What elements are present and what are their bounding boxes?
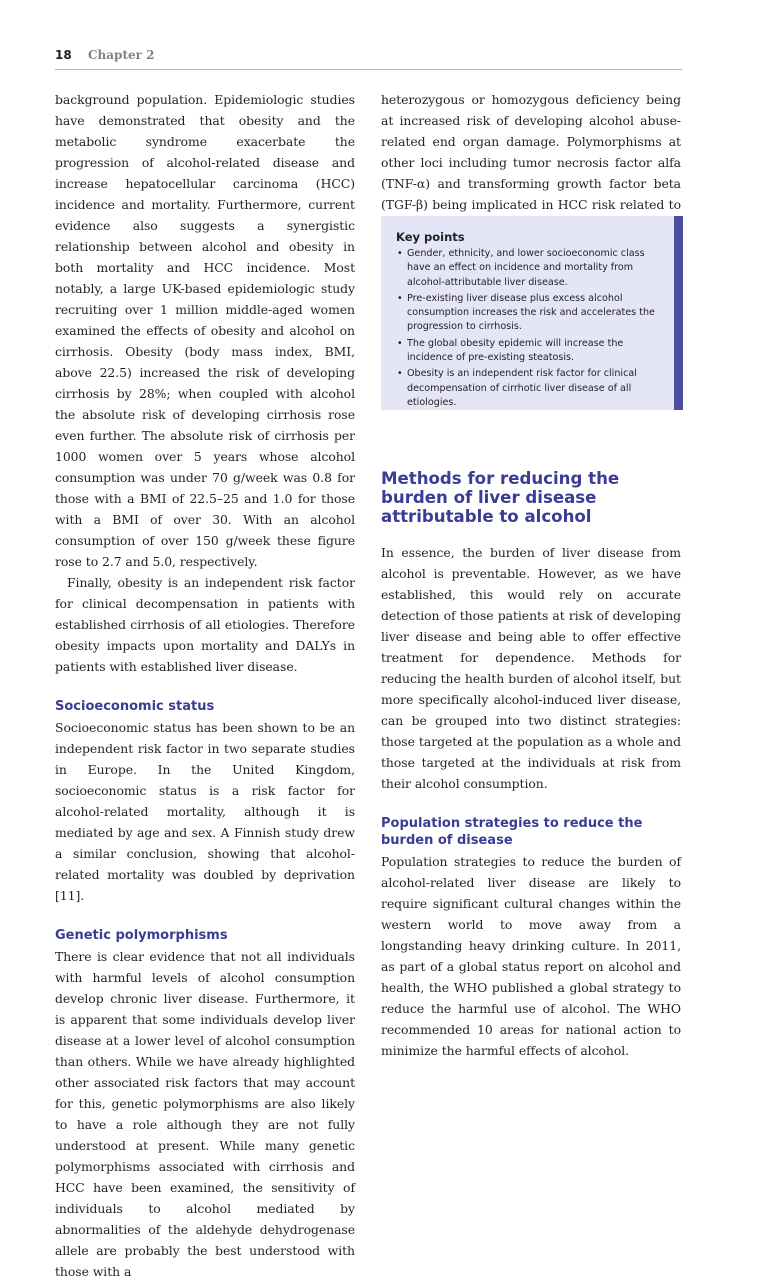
key-point-text: Obesity is an independent risk factor for clinical decompensation of cirrhotic liver disease of all etiologies. <box>407 368 637 408</box>
chapter-label: Chapter 2 <box>88 48 155 62</box>
page-number: 18 <box>55 48 72 62</box>
key-points-title: Key points <box>396 230 465 244</box>
key-point-text: Pre-existing liver disease plus excess alcohol consumption increases the risk and accelerates the progression to cirrhosis. <box>407 292 655 333</box>
heading-methods: Methods for reducing the burden of liver disease attributable to alcohol <box>381 469 620 526</box>
key-point-item <box>397 247 669 290</box>
paragraph-obesity: background population. Epidemiologic studies have demonstrated that obesity and the metabolic syndrome exacerbate the progression of alcohol-related disease and increase hepatocellular carcinoma (HCC) incidence and mortality. Furthermore, current evidence also suggests a synergistic relationship between alcohol and obesity in both mortality and HCC incidence. Most notably, a large UK-based epidemiologic study recruiting over 1 million middle-aged women examined the effects of obesity and alcohol on cirrhosis. Obesity (body mass index, BMI, above 22.5) increased the risk of developing cirrhosis by 28%; when coupled with alcohol the absolute risk of developing cirrhosis rose even further. The absolute risk of cirrhosis per 1000 women over 5 years whose alcohol consumption was under 70 g/week was 0.8 for those with a BMI of 22.5–25 and 1.0 for those with a BMI of over 30. With an alcohol consumption of over 150 g/week these figure rose to 2.7 and 5.0, respectively. <box>55 92 355 569</box>
key-point-item <box>397 292 669 335</box>
bullet: • <box>397 368 403 380</box>
key-point-text: The global obesity epidemic will increase the incidence of pre-existing steatosis. <box>407 337 624 364</box>
heading-genetic: Genetic polymorphisms <box>55 928 228 943</box>
paragraph-socioeconomic: Socioeconomic status has been shown to be an independent risk factor in two separate studies in Europe. In the United Kingdom, socioeconomic status is a risk factor for alcohol-related mortality, although it is mediated by age and sex. A Finnish study drew a similar conclusion, showing that alcohol-related mortality was doubled by deprivation [11]. <box>55 720 355 903</box>
paragraph-methods: In essence, the burden of liver disease from alcohol is preventable. However, as we have established, this would rely on accurate detection of those patients at risk of developing liver disease and being able to offer effective treatment for dependence. Methods for reducing the health burden of alcohol itself, but more specifically alcohol-induced liver disease, can be grouped into two distinct strategies: those targeted at the population as a whole and those targeted at the individuals at risk from their alcohol consumption. <box>381 545 681 791</box>
paragraph-polymorphisms-cont: heterozygous or homozygous deficiency being at increased risk of developing alcohol abuse-related end organ damage. Polymorphisms at other loci including tumor necrosis factor alfa (TNF-α) and transforming growth factor beta (TGF-β) being implicated in HCC risk related to <box>381 92 681 212</box>
bullet: • <box>397 337 403 349</box>
key-points-box <box>381 216 683 410</box>
key-point-item <box>397 367 669 410</box>
key-point-item <box>397 337 669 366</box>
paragraph-decompensation: Finally, obesity is an independent risk factor for clinical decompensation in patients with established cirrhosis of all etiologies. Therefore obesity impacts upon mortality and DALYs in patients with established liver disease. <box>55 575 355 674</box>
bullet: • <box>397 292 403 304</box>
right-column-top <box>381 89 681 236</box>
left-column <box>55 89 355 1282</box>
heading-population: Population strategies to reduce the burden of disease <box>381 816 643 848</box>
running-header <box>55 47 682 70</box>
heading-socioeconomic: Socioeconomic status <box>55 699 215 714</box>
paragraph-genetic: There is clear evidence that not all individuals with harmful levels of alcohol consumption develop chronic liver disease. Furthermore, it is apparent that some individuals develop liver disease at a lower level of alcohol consumption than others. While we have already highlighted other associated risk factors that may account for this, genetic polymorphisms are also likely to have a role although they are not fully understood at present. While many genetic polymorphisms associated with cirrhosis and HCC have been examined, the sensitivity of individuals to alcohol mediated by abnormalities of the aldehyde dehydrogenase allele are probably the best understood with those with a <box>55 949 355 1279</box>
key-points-list <box>397 247 669 412</box>
paragraph-population: Population strategies to reduce the burden of alcohol-related liver disease are likely to require significant cultural changes within the western world to move away from a longstanding heavy drinking culture. In 2011, as part of a global status report on alcohol and health, the WHO published a global strategy to reduce the harmful use of alcohol. The WHO recommended 10 areas for national action to minimize the harmful effects of alcohol. <box>381 854 681 1058</box>
key-point-text: Gender, ethnicity, and lower socioeconomic class have an effect on incidence and mortality from alcohol-attributable liver disease. <box>407 248 645 288</box>
right-column-bottom <box>381 469 681 1061</box>
bullet: • <box>397 248 403 259</box>
